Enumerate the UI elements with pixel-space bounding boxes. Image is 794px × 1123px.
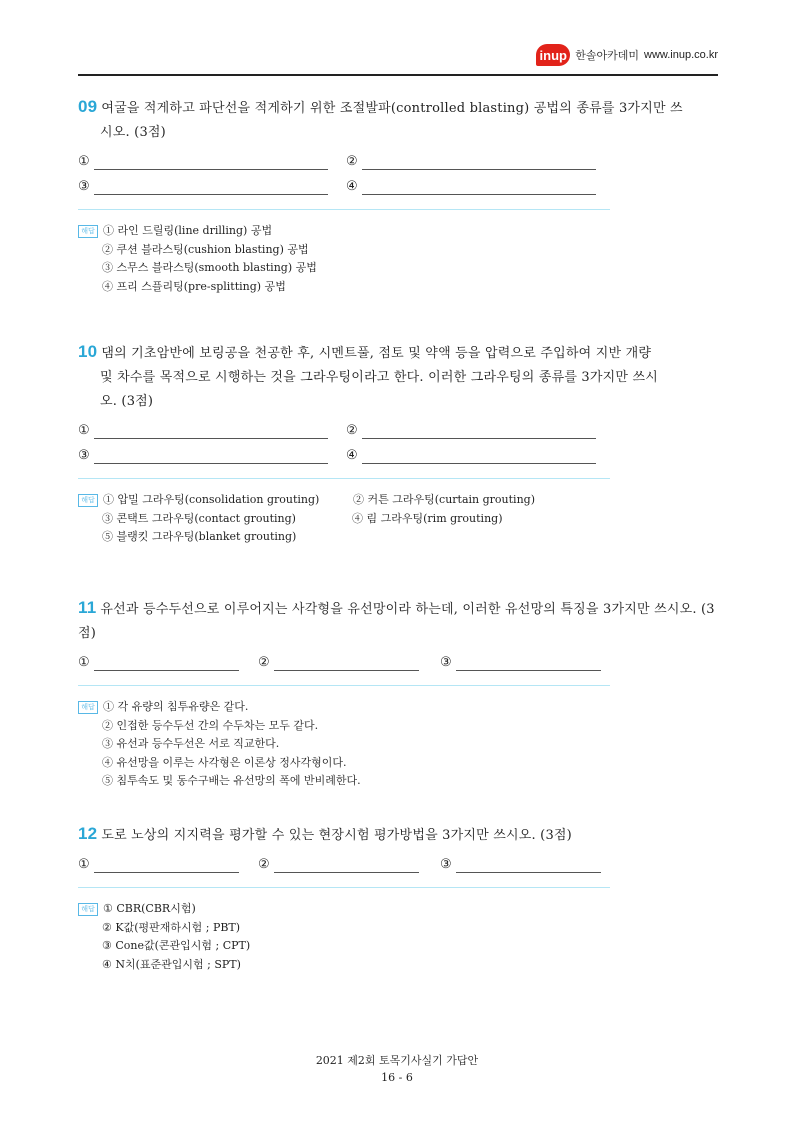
- answer-tag: 해답: [78, 225, 98, 238]
- answer-item: ⑤ 침투속도 및 동수구배는 유선망의 폭에 반비례한다.: [102, 774, 361, 787]
- answer-item: ② K값(평판재하시험 ; PBT): [102, 920, 241, 934]
- answer-blank-2[interactable]: ②: [258, 852, 440, 877]
- answer-item: ① 압밀 그라우팅(consolidation grouting): [103, 493, 320, 506]
- answer-blank-2[interactable]: ②: [346, 418, 596, 443]
- brand-name: 한솔아카데미: [575, 50, 640, 62]
- question-number: 11: [78, 598, 97, 617]
- answer-block: [78, 698, 718, 791]
- question-text: 유선과 등수두선으로 이루어지는 사각형을 유선망이라 하는데, 이러한 유선망의 특징을 3가지만 쓰시오. (3점): [78, 602, 715, 641]
- brand-logo: [536, 44, 718, 66]
- answer-block: [78, 900, 718, 974]
- answer-item: ④ 림 그라우팅(rim grouting): [352, 511, 503, 525]
- answer-blank-1[interactable]: ①: [78, 149, 346, 174]
- page-footer: [0, 1052, 794, 1086]
- answer-blank-3[interactable]: ③: [78, 174, 346, 199]
- answer-blank-3[interactable]: ③: [440, 852, 601, 877]
- answer-blank-3[interactable]: ③: [440, 650, 601, 675]
- answer-block: [78, 491, 718, 547]
- inup-logo-icon: inup: [536, 44, 570, 66]
- answer-blank-1[interactable]: ①: [78, 418, 346, 443]
- answer-blank-1[interactable]: ①: [78, 852, 258, 877]
- answer-item: ① CBR(CBR시험): [103, 902, 196, 915]
- answer-blank-2[interactable]: ②: [346, 149, 596, 174]
- answer-blank-4[interactable]: ④: [346, 174, 596, 199]
- divider: [78, 209, 610, 210]
- answer-item: ④ 유선망을 이루는 사각형은 이론상 정사각형이다.: [102, 755, 347, 769]
- answer-blank-1[interactable]: ①: [78, 650, 258, 675]
- answer-item: ① 각 유량의 침투유량은 같다.: [103, 700, 249, 713]
- answer-item: ④ 프리 스플리팅(pre-splitting) 공법: [102, 279, 286, 293]
- answer-item: ③ 스무스 블라스팅(smooth blasting) 공법: [102, 261, 317, 274]
- answer-item: ③ 유선과 등수두선은 서로 직교한다.: [102, 737, 280, 750]
- question-number: 10: [78, 342, 98, 361]
- question-11: [78, 596, 718, 791]
- answer-block: [78, 222, 718, 296]
- answer-item: ② 커튼 그라우팅(curtain grouting): [353, 493, 535, 506]
- answer-item: ③ 콘택트 그라우팅(contact grouting): [102, 511, 296, 525]
- answer-tag: 해답: [78, 903, 98, 916]
- question-text-cont: 시오. (3점): [100, 125, 166, 140]
- page-number: 16 - 6: [381, 1071, 413, 1084]
- question-12: [78, 822, 718, 974]
- question-text: 댐의 기초암반에 보링공을 천공한 후, 시멘트풀, 점토 및 약액 등을 압력으로 주입하여 지반 개량: [101, 346, 652, 361]
- answer-item: ④ N치(표준관입시험 ; SPT): [102, 957, 241, 971]
- page-header: [78, 40, 718, 76]
- question-number: 09: [78, 97, 98, 116]
- answer-blank-3[interactable]: ③: [78, 443, 346, 468]
- question-text-cont: 오. (3점): [100, 394, 154, 409]
- question-10: [78, 340, 718, 547]
- divider: [78, 478, 610, 479]
- answer-tag: 해답: [78, 701, 98, 714]
- question-text: 도로 노상의 지지력을 평가할 수 있는 현장시험 평가방법을 3가지만 쓰시오. (3점): [101, 828, 572, 843]
- answer-item: ③ Cone값(콘관입시험 ; CPT): [102, 939, 251, 952]
- divider: [78, 685, 610, 686]
- answer-item: ② 쿠션 블라스팅(cushion blasting) 공법: [102, 242, 309, 256]
- brand-url: www.inup.co.kr: [644, 49, 718, 61]
- footer-title: 2021 제2회 토목기사실기 가답안: [315, 1054, 479, 1067]
- answer-item: ② 인접한 등수두선 간의 수두차는 모두 같다.: [102, 718, 319, 732]
- question-text: 여굴을 적게하고 파단선을 적게하기 위한 조절발파(controlled blasting) 공법의 종류를 3가지만 쓰: [101, 101, 683, 116]
- answer-tag: 해답: [78, 494, 98, 507]
- answer-item: ① 라인 드릴링(line drilling) 공법: [103, 224, 273, 237]
- answer-blank-2[interactable]: ②: [258, 650, 440, 675]
- question-09: [78, 95, 718, 296]
- answer-item: ⑤ 블랭킷 그라우팅(blanket grouting): [102, 530, 297, 543]
- question-text-cont: 및 차수를 목적으로 시행하는 것을 그라우팅이라고 한다. 이러한 그라우팅의 종류를 3가지만 쓰시: [100, 370, 659, 385]
- divider: [78, 887, 610, 888]
- answer-blank-4[interactable]: ④: [346, 443, 596, 468]
- question-number: 12: [78, 824, 98, 843]
